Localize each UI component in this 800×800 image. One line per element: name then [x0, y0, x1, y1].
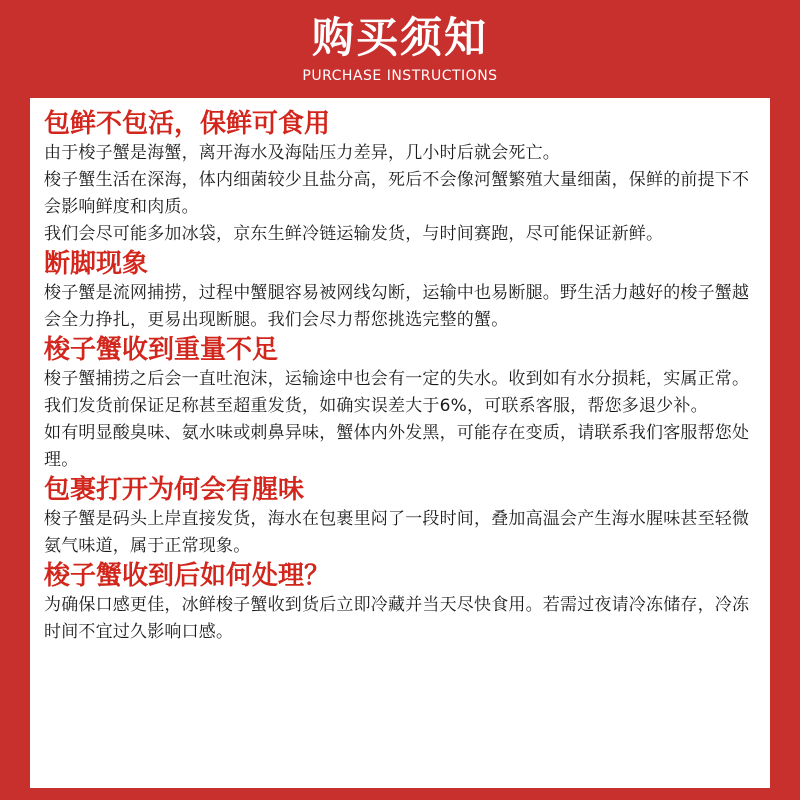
section-package-smell [44, 474, 758, 560]
section-freshness [44, 108, 758, 248]
section-paragraph: 我们发货前保证足称甚至超重发货，如确实误差大于6%，可联系客服，帮您多退少补。 [44, 396, 708, 416]
section-title: 梭子蟹收到后如何处理？ [44, 561, 331, 591]
section-title: 包鲜不包活，保鲜可食用 [44, 109, 331, 139]
page-title: 购买须知 [311, 13, 488, 62]
header-banner [0, 0, 800, 96]
section-paragraph: 由于梭子蟹是海蟹，离开海水及海陆压力差异，几小时后就会死亡。 [44, 143, 560, 163]
section-paragraph: 梭子蟹是流网捕捞，过程中蟹腿容易被网线勾断，运输中也易断腿。野生活力越好的梭子蟹越会全力挣扎，更易出现断腿。我们会尽力帮您挑选完整的蟹。 [44, 283, 750, 330]
section-handling [44, 560, 758, 646]
section-paragraph: 如有明显酸臭味、氨水味或刺鼻异味，蟹体内外发黑，可能存在变质，请联系我们客服帮您处理。 [44, 423, 750, 470]
section-title: 梭子蟹收到重量不足 [44, 335, 279, 365]
section-title: 断脚现象 [44, 249, 149, 279]
section-paragraph: 梭子蟹是码头上岸直接发货，海水在包裹里闷了一段时间，叠加高温会产生海水腥味甚至轻微氨气味道，属于正常现象。 [44, 509, 750, 556]
page-subtitle: PURCHASE INSTRUCTIONS [302, 68, 498, 84]
section-paragraph: 梭子蟹捕捞之后会一直吐泡沫，运输途中也会有一定的失水。收到如有水分损耗，实属正常。 [44, 369, 750, 389]
content-panel [30, 98, 770, 788]
section-paragraph: 我们会尽可能多加冰袋，京东生鲜冷链运输发货，与时间赛跑，尽可能保证新鲜。 [44, 224, 664, 244]
section-paragraph: 为确保口感更佳，冰鲜梭子蟹收到货后立即冷藏并当天尽快食用。若需过夜请冷冻储存，冷冻时间不宜过久影响口感。 [44, 595, 750, 642]
section-paragraph: 梭子蟹生活在深海，体内细菌较少且盐分高，死后不会像河蟹繁殖大量细菌，保鲜的前提下不会影响鲜度和肉质。 [44, 170, 750, 217]
section-weight-shortage [44, 334, 758, 474]
section-title: 包裹打开为何会有腥味 [44, 475, 305, 505]
section-broken-legs [44, 248, 758, 334]
